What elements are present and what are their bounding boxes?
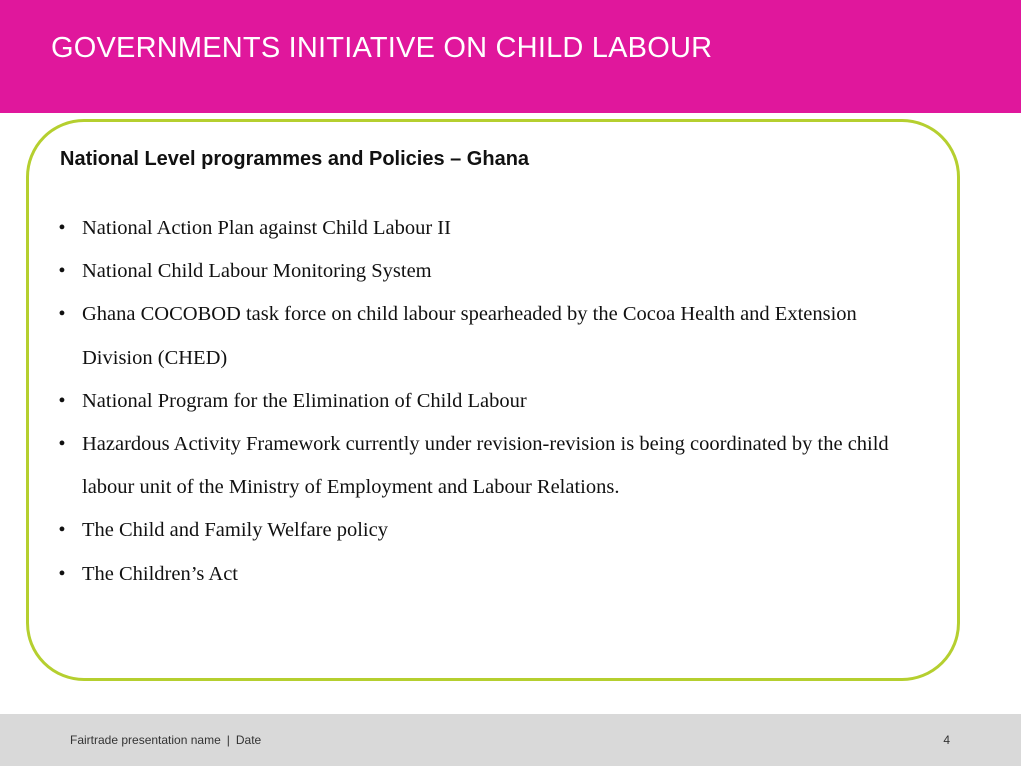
bullet-icon: • <box>58 303 66 326</box>
list-item-text: National Action Plan against Child Labour II <box>82 217 451 239</box>
list-item <box>55 293 925 379</box>
footer-presentation-info <box>70 731 261 749</box>
bullet-icon: • <box>58 562 66 585</box>
footer-separator: | <box>226 733 230 747</box>
bullet-list <box>55 207 925 596</box>
page-number: 4 <box>943 733 950 747</box>
bullet-icon: • <box>58 260 66 283</box>
list-item-text: Hazardous Activity Framework currently under revision-revision is being coordinated by the child labour unit of the Ministry of Employment and Labour Relations. <box>82 433 889 499</box>
footer-presentation-name: Fairtrade presentation name <box>70 733 221 747</box>
bullet-icon: • <box>58 519 66 542</box>
bullet-icon: • <box>58 217 66 239</box>
list-item <box>55 509 925 552</box>
list-item <box>55 207 925 250</box>
list-item <box>55 553 925 596</box>
list-item <box>55 380 925 423</box>
slide-title: GOVERNMENTS INITIATIVE ON CHILD LABOUR <box>51 32 713 64</box>
list-item <box>55 250 925 293</box>
list-item <box>55 423 925 509</box>
bullet-icon: • <box>58 433 66 456</box>
list-item-text: National Program for the Elimination of Child Labour <box>82 389 527 412</box>
list-item-text: Ghana COCOBOD task force on child labour spearheaded by the Cocoa Health and Extension Division (CHED) <box>82 303 857 369</box>
bullet-icon: • <box>58 389 66 412</box>
list-item-text: The Children’s Act <box>82 562 239 585</box>
footer-date: Date <box>235 733 262 747</box>
section-subtitle: National Level programmes and Policies – Ghana <box>60 148 530 170</box>
list-item-text: The Child and Family Welfare policy <box>82 519 388 542</box>
list-item-text: National Child Labour Monitoring System <box>82 260 432 283</box>
